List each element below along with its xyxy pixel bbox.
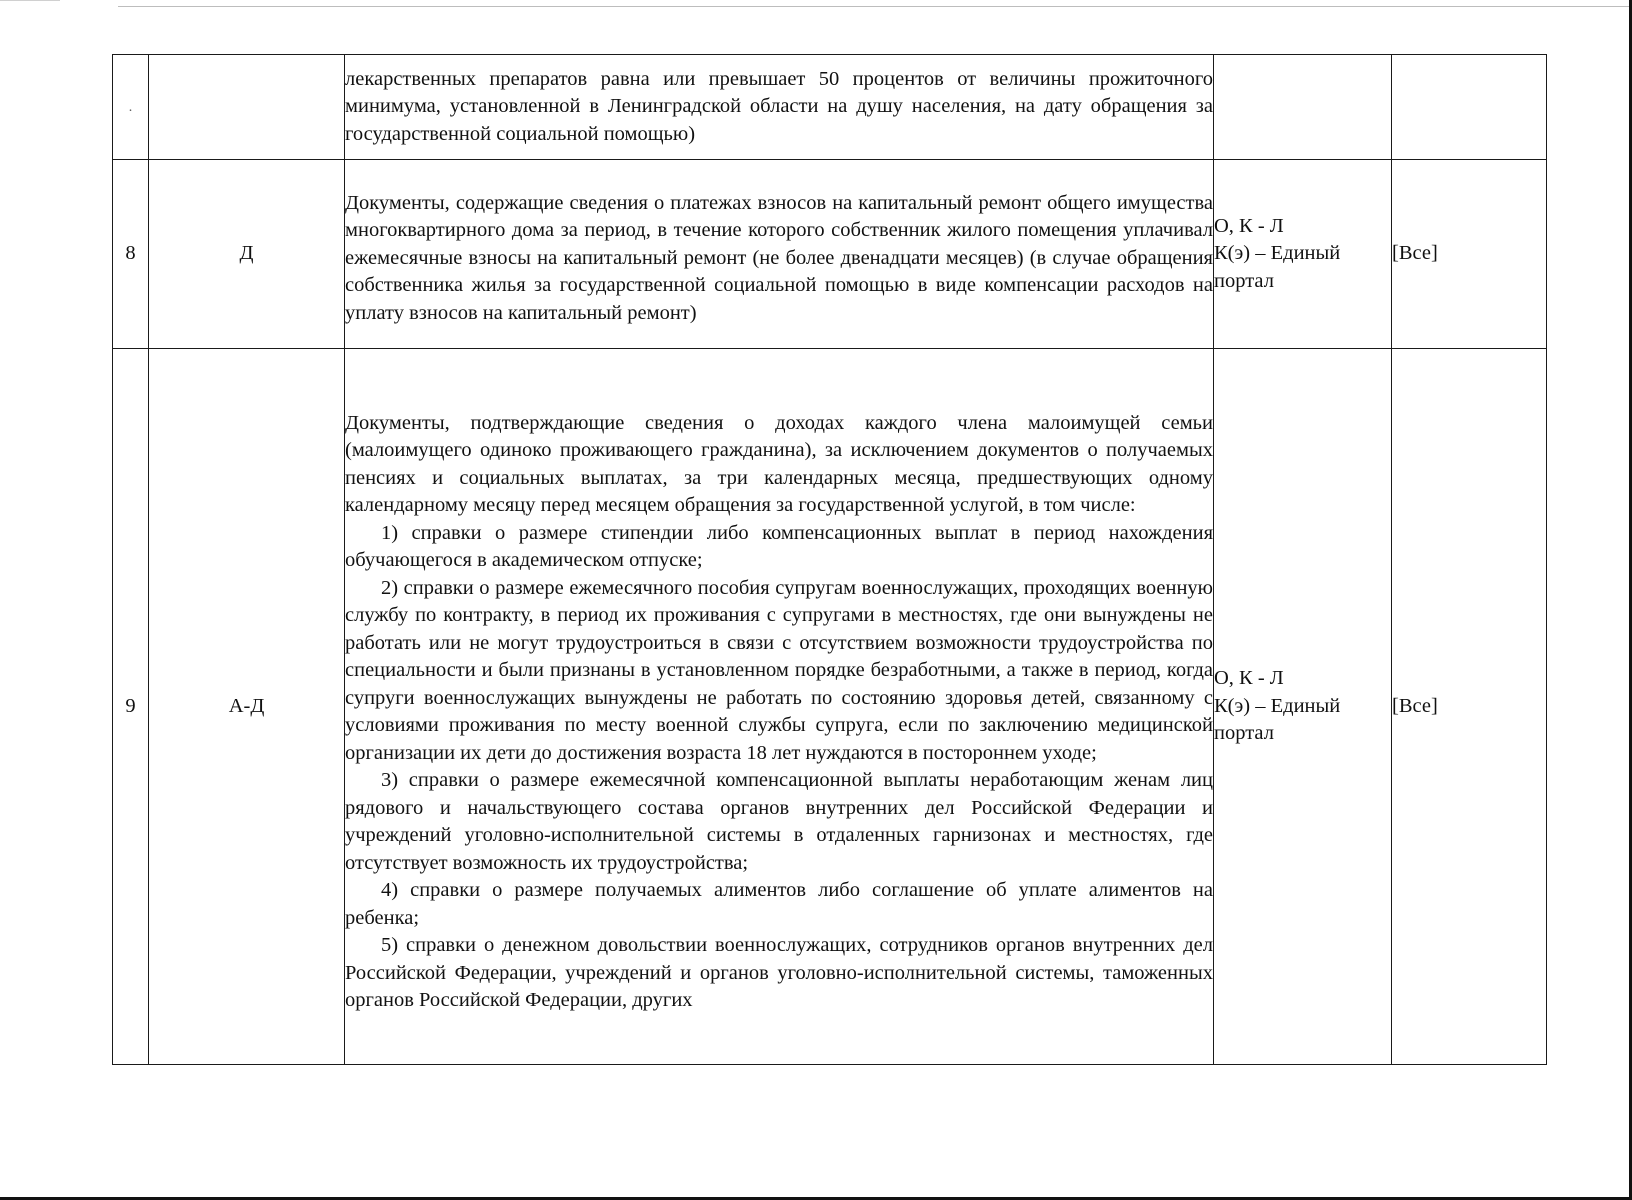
submission-form-line: К(э) – Единый bbox=[1214, 694, 1341, 717]
submission-form-line: К(э) – Единый bbox=[1214, 242, 1341, 265]
applicant-group-cell bbox=[1392, 160, 1547, 349]
documents-table bbox=[112, 54, 1547, 1065]
row-number-cell bbox=[113, 160, 149, 349]
row-number-cell bbox=[113, 55, 149, 160]
document-description-cell bbox=[345, 55, 1214, 160]
document-description: Документы, содержащие сведения о платежах взносов на капитальный ремонт общего имущества многоквартирного дома за период, в течение которого собственник жилого помещения уплачивал ежемесячные взносы на капитальный ремонт (не более двенадцати месяцев) (в случае обращения собственника жилья за государственной социальной помощью в виде компенсации расходов на уплату взносов на капитальный ремонт) bbox=[345, 191, 1213, 324]
table-row bbox=[113, 55, 1547, 160]
scan-artifact-line bbox=[118, 6, 1632, 7]
document-subitem: 2) справки о размере ежемесячного пособия супругам военнослужащих, проходящих военную службу по контракту, в период их проживания с супругами в местностях, где они вынуждены не работать или не могут трудоустроиться в связи с отсутствием возможности трудоустройства по специальности и были признаны в установленном порядке безработными, а также в период, когда супруги военнослужащих вынуждены не работать по состоянию здоровья детей, связанному с условиями проживания по месту военной службы супруга, если по заключению медицинской организации их дети до достижения возраста 18 лет нуждаются в постороннем уходе; bbox=[345, 576, 1213, 764]
scan-artifact-line bbox=[0, 0, 60, 1]
category-code-cell bbox=[149, 55, 345, 160]
table-row bbox=[113, 349, 1547, 1065]
document-subitem: 3) справки о размере ежемесячной компенсационной выплаты неработающим женам лиц рядового и начальствующего состава органов внутренних дел Российской Федерации и учреждений уголовно-исполнительной системы в отдаленных гарнизонах и местностях, где отсутствует возможность их трудоустройства; bbox=[345, 769, 1213, 874]
submission-form-line: О, К - Л bbox=[1214, 214, 1284, 237]
category-code: А-Д bbox=[228, 694, 265, 717]
document-description: лекарственных препаратов равна или превышает 50 процентов от величины прожиточного минимума, установленной в Ленинградской области на душу населения, на дату обращения за государственной социальной помощью) bbox=[345, 67, 1213, 145]
submission-form-cell bbox=[1214, 55, 1392, 160]
document-description: Документы, подтверждающие сведения о доходах каждого члена малоимущей семьи (малоимущего одиноко проживающего гражданина), за исключением документов о получаемых пенсиях и социальных выплатах, за три календарных месяца, предшествующих одному календарному месяцу перед месяцем обращения за государственной услугой, в том числе: bbox=[345, 411, 1213, 516]
applicant-group: [Все] bbox=[1392, 242, 1438, 265]
submission-form-cell bbox=[1214, 160, 1392, 349]
row-number: 9 bbox=[125, 694, 136, 717]
submission-form-line: портал bbox=[1214, 722, 1274, 745]
applicant-group-cell bbox=[1392, 55, 1547, 160]
document-subitem: 4) справки о размере получаемых алиментов либо соглашение об уплате алиментов на ребенка; bbox=[345, 879, 1213, 929]
document-description-cell bbox=[345, 160, 1214, 349]
document-description-cell bbox=[345, 349, 1214, 1065]
submission-form-cell bbox=[1214, 349, 1392, 1065]
table-row bbox=[113, 160, 1547, 349]
applicant-group: [Все] bbox=[1392, 694, 1438, 717]
row-number-cell bbox=[113, 349, 149, 1065]
category-code-cell bbox=[149, 349, 345, 1065]
category-code: Д bbox=[239, 242, 254, 265]
submission-form-line: О, К - Л bbox=[1214, 667, 1284, 690]
document-subitem: 5) справки о денежном довольствии военнослужащих, сотрудников органов внутренних дел Российской Федерации, учреждений и органов уголовно-исполнительной системы, таможенных органов Российской Федерации, других bbox=[345, 934, 1213, 1011]
category-code-cell bbox=[149, 160, 345, 349]
document-subitem: 1) справки о размере стипендии либо компенсационных выплат в период нахождения обучающегося в академическом отпуске; bbox=[345, 521, 1213, 571]
row-number: . bbox=[128, 100, 133, 116]
submission-form-line: портал bbox=[1214, 269, 1274, 292]
applicant-group-cell bbox=[1392, 349, 1547, 1065]
row-number: 8 bbox=[125, 242, 136, 265]
